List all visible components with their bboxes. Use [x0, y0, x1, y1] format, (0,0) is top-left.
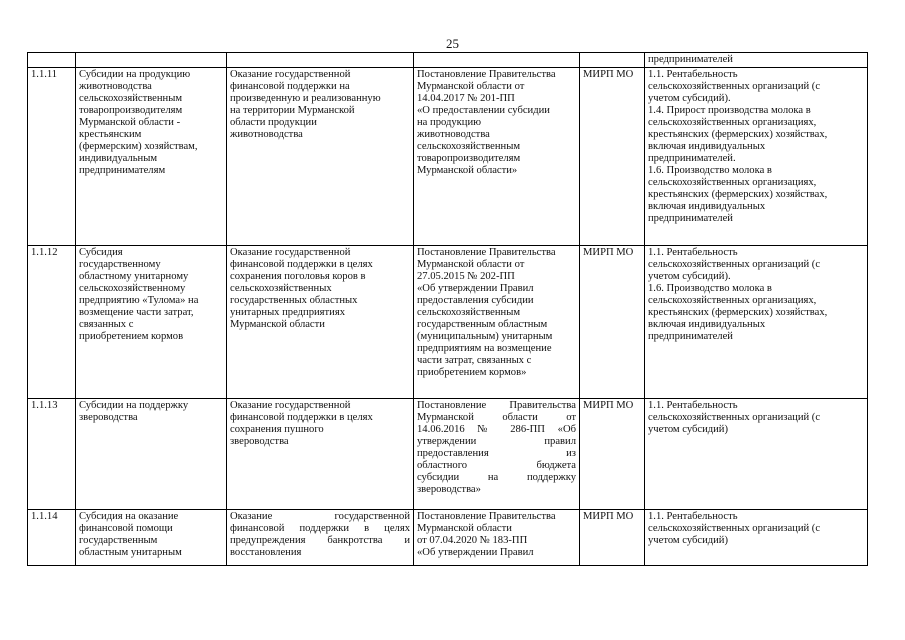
cell-line: Мурманской области: [417, 523, 512, 534]
cell-line: Оказание государственной: [230, 247, 351, 258]
cell-line: предоставления субсидии: [417, 295, 534, 306]
cell-line: связанных с: [79, 319, 134, 330]
cell-line: Субсидии на поддержку: [79, 400, 189, 411]
cell-line: сельскохозяйственных организаций (с: [648, 523, 821, 534]
cell-line: Оказание государственной: [230, 511, 410, 522]
cell-line: «О предоставлении субсидии: [417, 105, 550, 116]
cell-line: сельскохозяйственным: [79, 93, 183, 104]
cell-line: учетом субсидий).: [648, 93, 731, 104]
cell-line: 27.05.2015 № 202-ПП: [417, 271, 515, 282]
cell-line: областному унитарному: [79, 271, 189, 282]
cell-line: части затрат, связанных с: [417, 355, 532, 366]
cell-line: товаропроизводителям: [417, 153, 521, 164]
table-row: [28, 246, 868, 399]
cell-line: Субсидия: [79, 247, 123, 258]
cell-line: 1.6. Производство молока в: [648, 165, 772, 176]
cell-legal-act: [414, 510, 580, 566]
table-row: [28, 510, 868, 566]
cell-legal-act: [414, 68, 580, 246]
table-row: [28, 53, 868, 68]
cell-line: Мурманской области от: [417, 259, 525, 270]
cell-line: предприятиям на возмещение: [417, 343, 552, 354]
cell-line: включая индивидуальных: [648, 201, 766, 212]
cell-line: сельскохозяйственных организаций (с: [648, 412, 821, 423]
cell-line: 1.1. Рентабельность: [648, 400, 738, 411]
cell-number: 1.1.13: [28, 399, 76, 510]
cell-line: включая индивидуальных: [648, 319, 766, 330]
cell-line: финансовой поддержки в целях: [230, 259, 373, 270]
cell-line: 14.06.2016 № 286-ПП «Об: [417, 424, 576, 435]
cell-line: 1.4. Прирост производства молока в: [648, 105, 811, 116]
cell-line: унитарных предприятиях: [230, 307, 346, 318]
cell-line: Мурманской области»: [417, 165, 518, 176]
cell-responsible: [580, 53, 645, 68]
cell-line: Постановление Правительства: [417, 69, 556, 80]
cell-line: восстановления: [230, 547, 302, 558]
cell-line: Мурманской области -: [79, 117, 181, 128]
cell-legal-act: [414, 246, 580, 399]
cell-line: сельскохозяйственным: [417, 141, 521, 152]
table-row: [28, 399, 868, 510]
cell-responsible: МИРП МО: [580, 68, 645, 246]
cell-line: сельскохозяйственных организаций (с: [648, 259, 821, 270]
cell-line: 1.6. Производство молока в: [648, 283, 772, 294]
cell-responsible: МИРП МО: [580, 510, 645, 566]
cell-measure-name: [76, 510, 227, 566]
cell-line: сельскохозяйственным: [417, 307, 521, 318]
cell-line: Оказание государственной: [230, 400, 351, 411]
cell-responsible: МИРП МО: [580, 246, 645, 399]
cell-line: произведенную и реализованную: [230, 93, 381, 104]
cell-number: 1.1.14: [28, 510, 76, 566]
cell-indicators: [645, 53, 868, 68]
cell-line: Постановление Правительства: [417, 511, 556, 522]
cell-line: сохранения поголовья коров в: [230, 271, 366, 282]
cell-line: Постановление Правительства: [417, 247, 556, 258]
program-table: [27, 52, 868, 566]
cell-line: предпринимателей: [648, 54, 733, 65]
cell-indicators: [645, 246, 868, 399]
cell-line: областного бюджета: [417, 460, 576, 471]
cell-line: государственному: [79, 259, 161, 270]
cell-measure-name: [76, 53, 227, 68]
cell-measure-name: [76, 68, 227, 246]
cell-line: финансовой поддержки на: [230, 81, 350, 92]
cell-measure-name: [76, 399, 227, 510]
cell-line: финансовой помощи: [79, 523, 173, 534]
cell-line: утверждении правил: [417, 436, 576, 447]
cell-line: от 07.04.2020 № 183-ПП: [417, 535, 528, 546]
cell-line: крестьянским: [79, 129, 142, 140]
cell-purpose: [227, 53, 414, 68]
cell-line: государственным областным: [417, 319, 548, 330]
cell-line: Мурманской области от: [417, 81, 525, 92]
cell-line: на продукцию: [417, 117, 482, 128]
cell-line: крестьянских (фермерских) хозяйствах,: [648, 189, 828, 200]
cell-line: 1.1. Рентабельность: [648, 247, 738, 258]
cell-line: сельскохозяйственных организациях,: [648, 295, 817, 306]
cell-line: Субсидии на продукцию: [79, 69, 191, 80]
cell-number: 1.1.12: [28, 246, 76, 399]
cell-responsible: МИРП МО: [580, 399, 645, 510]
cell-line: государственных областных: [230, 295, 358, 306]
cell-line: учетом субсидий).: [648, 271, 731, 282]
cell-line: индивидуальным: [79, 153, 158, 164]
cell-legal-act: [414, 399, 580, 510]
cell-indicators: [645, 510, 868, 566]
cell-line: крестьянских (фермерских) хозяйствах,: [648, 307, 828, 318]
cell-line: государственным: [79, 535, 158, 546]
cell-line: сельскохозяйственных организаций (с: [648, 81, 821, 92]
table-row: [28, 68, 868, 246]
cell-indicators: [645, 68, 868, 246]
cell-line: предоставления из: [417, 448, 576, 459]
cell-purpose: [227, 510, 414, 566]
cell-number: [28, 53, 76, 68]
cell-line: предприятию «Тулома» на: [79, 295, 199, 306]
cell-line: на территории Мурманской: [230, 105, 355, 116]
cell-line: Постановление Правительства: [417, 400, 576, 411]
cell-line: Субсидия на оказание: [79, 511, 179, 522]
cell-line: сельскохозяйственных: [230, 283, 332, 294]
cell-line: животноводства: [417, 129, 490, 140]
cell-line: предпринимателям: [79, 165, 166, 176]
cell-number: 1.1.11: [28, 68, 76, 246]
cell-line: крестьянских (фермерских) хозяйствах,: [648, 129, 828, 140]
cell-line: «Об утверждении Правил: [417, 547, 534, 558]
cell-line: Мурманской области от: [417, 412, 576, 423]
cell-line: сельскохозяйственных организациях,: [648, 177, 817, 188]
page-number: 25: [446, 36, 459, 51]
cell-line: сельскохозяйственному: [79, 283, 186, 294]
cell-line: учетом субсидий): [648, 535, 729, 546]
cell-line: приобретением кормов»: [417, 367, 527, 378]
cell-line: финансовой поддержки в целях: [230, 523, 410, 534]
cell-purpose: [227, 246, 414, 399]
cell-legal-act: [414, 53, 580, 68]
cell-line: финансовой поддержки в целях: [230, 412, 373, 423]
cell-line: 14.04.2017 № 201-ПП: [417, 93, 515, 104]
cell-line: области продукции: [230, 117, 317, 128]
cell-line: 1.1. Рентабельность: [648, 511, 738, 522]
cell-measure-name: [76, 246, 227, 399]
cell-line: учетом субсидий): [648, 424, 729, 435]
cell-line: возмещение части затрат,: [79, 307, 194, 318]
cell-line: включая индивидуальных: [648, 141, 766, 152]
cell-indicators: [645, 399, 868, 510]
cell-line: товаропроизводителям: [79, 105, 183, 116]
cell-purpose: [227, 399, 414, 510]
cell-line: 1.1. Рентабельность: [648, 69, 738, 80]
cell-line: животноводства: [79, 81, 152, 92]
cell-line: приобретением кормов: [79, 331, 184, 342]
cell-line: предупреждения банкротства и: [230, 535, 410, 546]
cell-line: животноводства: [230, 129, 303, 140]
cell-line: звероводства: [79, 412, 138, 423]
cell-line: Мурманской области: [230, 319, 325, 330]
cell-line: Оказание государственной: [230, 69, 351, 80]
cell-line: сельскохозяйственных организациях,: [648, 117, 817, 128]
cell-line: предпринимателей: [648, 331, 733, 342]
cell-line: субсидии на поддержку: [417, 472, 576, 483]
cell-line: сохранения пушного: [230, 424, 324, 435]
cell-line: предпринимателей: [648, 213, 733, 224]
cell-line: предпринимателей.: [648, 153, 736, 164]
cell-line: (фермерским) хозяйствам,: [79, 141, 198, 152]
cell-line: областным унитарным: [79, 547, 182, 558]
cell-line: звероводства: [230, 436, 289, 447]
cell-line: звероводства»: [417, 484, 481, 495]
cell-purpose: [227, 68, 414, 246]
cell-line: «Об утверждении Правил: [417, 283, 534, 294]
cell-line: (муниципальным) унитарным: [417, 331, 553, 342]
